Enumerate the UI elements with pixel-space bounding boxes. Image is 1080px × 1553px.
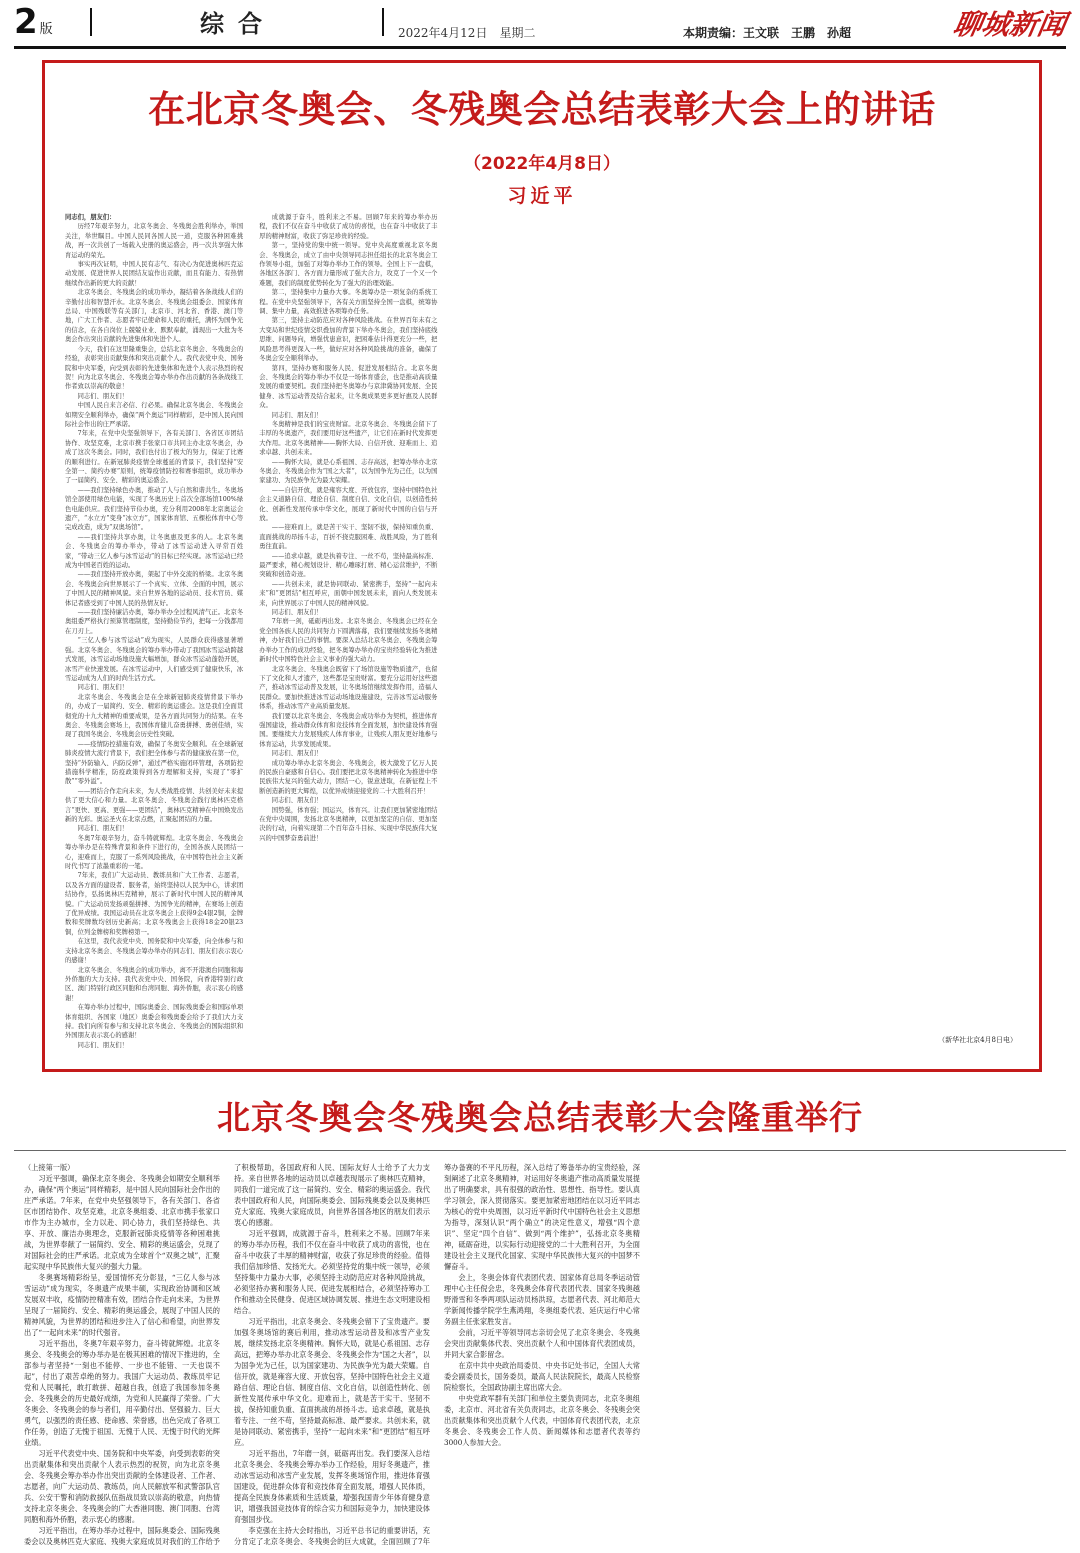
speech-paragraph: ——共创未来，就是协同联动、紧密携手，坚持“一起向未来”和“更团结”相互呼应，面朝中国发展未来，面向人类发展未来，向世界展示了中国人民的精神风貌。 <box>259 580 438 607</box>
speech-paragraph: 冬奥7年艰辛努力，奋斗铸就辉煌。北京冬奥会、冬残奥会筹办举办是在特殊背景和条件下进行的，全国各族人民团结一心，迎难而上，克服了一系列风险挑战，在中国特色社会主义新时代书写了浓墨重彩的一笔。 <box>65 834 244 871</box>
speech-author: 习近平 <box>507 185 577 207</box>
speech-paragraph: 7年来，我们广大运动员、教练员和广大工作者、志愿者，以及各方面的建设者、服务者，始终坚持以人民为中心，讲求团结协作，弘扬奥林匹克精神，展示了新时代中国人民的精神风貌。广大运动员发扬顽强拼搏、为国争光的精神，在赛场上创造了优异成绩。我国运动员在北京冬奥会上获得9金4银2铜，金牌数和奖牌数均创历史新高；北京冬残奥会上获得18金20银23铜，位列金牌榜和奖牌榜第一。 <box>65 872 244 936</box>
source-note: （新华社北京4月8日电） <box>938 1036 1017 1044</box>
speech-paragraph: 我们要以北京冬奥会、冬残奥会成功举办为契机，推进体育强国建设，推动群众体育和竞技体育全面发展，加快建设体育强国。要继续大力发展残疾人体育事业，让残疾人朋友更好地参与体育运动，共享发展成果。 <box>259 712 438 748</box>
report-paragraph: 习近平代表党中央、国务院和中央军委，向受到表彰的突出贡献集体和突出贡献个人表示热烈的祝贺，向为北京冬奥会、冬残奥会筹办举办作出突出贡献的全体建设者、工作者、志愿者，向广大运动员、教练员，向人民解放军和武警部队官兵、公安干警和消防救援队伍指战员致以崇高的敬意，向热情支持北京冬奥会、冬残奥会的广大香港同胞、澳门同胞、台湾同胞和海外侨胞，表示衷心的感谢。 <box>24 1449 220 1524</box>
speech-date: （2022年4月8日） <box>464 154 620 174</box>
speech-paragraph: ——自信开放，就是雍容大度、开放包容，坚持中国特色社会主义道路自信、理论自信、制度自信、文化自信，以创造性转化、创新性发展传承中华文化，展现了新时代中国的自信与开放。 <box>259 486 438 522</box>
speech-paragraph: 7年来，在党中央坚强领导下，各有关部门、各省区市团结协作、攻坚克难，北京市携手张家口市共同主办北京冬奥会，办成了这次冬奥会。同时，我们也付出了极大的努力，保证了比赛的顺利进行。在新冠肺炎疫情全球蔓延的背景下，我们坚持“安全第一、简约办赛”原则，统筹疫情防控和赛事组织，成功举办了一届简约、安全、精彩的奥运盛会。 <box>65 430 244 485</box>
report-paragraph: 在京中共中央政治局委员、中央书记处书记，全国人大常委会副委员长，国务委员，最高人民法院院长，最高人民检察院检察长，全国政协副主席出席大会。 <box>444 1361 640 1392</box>
newspaper-logo: 聊城新闻 <box>950 8 1069 41</box>
speech-paragraph: 同志们、朋友们！ <box>271 609 323 617</box>
speech-paragraph: ——我们坚持绿色办奥，推动了人与自然和谐共生。冬奥场馆全部使用绿色电能，实现了冬奥历史上首次全部场馆100%绿色电能供应。我们坚持节俭办奥，充分利用2008年北京奥运会遗产，“水立方”变身“冰立方”，国家体育馆、五棵松体育中心等完成改造，成为“双奥场馆”。 <box>65 486 244 532</box>
masthead <box>0 0 1080 46</box>
report-paragraph: 会前，习近平等领导同志亲切会见了北京冬奥会、冬残奥会突出贡献集体代表、突出贡献个人和中国体育代表团成员，并同大家合影留念。 <box>444 1328 640 1359</box>
masthead-rule <box>14 46 1066 49</box>
speech-headline: 在北京冬奥会、冬残奥会总结表彰大会上的讲话 <box>148 88 936 131</box>
report-paragraph: 习近平强调，确保北京冬奥会、冬残奥会如期安全顺利举办，确保“两个奥运”同样精彩，是中国人民向国际社会作出的庄严承诺。7年来，在党中央坚强领导下，各有关部门、各省区市团结协作、攻坚克难，北京冬奥组委、北京市携手张家口市作为主办城市，全力以赴、同心协力，我们坚持绿色、共享、开放、廉洁办奥理念，克服新冠肺炎疫情等各种困难挑战，为世界奉献了一届简约、安全、精彩的奥运盛会，兑现了对国际社会的庄严承诺。北京成为全球首个“双奥之城”，汇聚起实现中华民族伟大复兴的强大力量。 <box>24 1174 220 1271</box>
report-body <box>24 1162 1060 1547</box>
speech-paragraph: 同志们、朋友们！ <box>77 392 128 400</box>
speech-paragraph: 第一，坚持党的集中统一领导。党中央高度重视北京冬奥会、冬残奥会，成立了由中央领导同志担任组长的北京冬奥会工作领导小组，加强了对筹办举办工作的领导。全国上下一盘棋，各地区各部门、各方面力量形成了强大合力，攻克了一个又一个难题，我们的制度优势转化为了强大的治理效能。 <box>259 242 438 287</box>
speech-paragraph: ——疫情防控措施有效，确保了冬奥安全顺利。在全球新冠肺炎疫情大流行背景下，我们把全体参与者的健康放在第一位，坚持“外防输入、内防反弹”，通过严格实施闭环管理，各项防控措施科学精准，防疫政策得到各方理解和支持，实现了“零扩散”“零外溢”。 <box>65 740 244 786</box>
speech-paragraph: ——胸怀大局，就是心系祖国、志存高远，把筹办举办北京冬奥会、冬残奥会作为“国之大者”，以为国争光为己任，以为国家建功、为民族争光为最大荣耀。 <box>259 458 438 485</box>
speech-paragraph: 同志们、朋友们！ <box>77 1041 128 1049</box>
speech-paragraph: ——我们坚持共享办奥，让冬奥惠及更多的人。北京冬奥会、冬残奥会的筹办举办，带动了冰雪运动进入寻常百姓家，“带动三亿人参与冰雪运动”的目标已经实现。冰雪运动已经成为中国老百姓的运动。 <box>65 533 244 570</box>
speech-article <box>42 60 1042 1072</box>
page-number: 2 版 <box>14 2 53 42</box>
report-paragraph: 冬奥赛场精彩纷呈，爱国情怀充分彰显，“三亿人参与冰雪运动”成为现实，冬奥遗产成果丰硕，实现政治协调和区域发展双丰收，疫情防控精准有效，团结合作走向未来，为世界呈现了一届简约、安全、精彩的奥运盛会，展现了中国人民的精神风貌，为世界的团结和进步注入了信心和希望，向世界发出了“一起向未来”的时代强音。 <box>24 1273 220 1337</box>
speech-paragraph: 同志们，朋友们： <box>65 214 116 221</box>
report-paragraph: 中央党政军群有关部门和单位主要负责同志，北京冬奥组委，北京市、河北省有关负责同志，北京冬奥会、冬残奥会突出贡献集体和突出贡献个人代表，中国体育代表团代表，北京冬奥会、冬残奥会工作人员、新闻媒体和志愿者代表等约3000人参加大会。 <box>444 1394 640 1447</box>
speech-paragraph: 同志们、朋友们！ <box>271 411 323 419</box>
speech-paragraph: 第三，坚持主动防范应对各种风险挑战。在世界百年未有之大变局和世纪疫情交织叠加的背景下举办冬奥会，我们坚持底线思维、问题导向，增强忧患意识，把困难估计得更充分一些，把风险思考得更深入一些，做好应对各种风险挑战的准备，确保了冬奥会安全顺利举办。 <box>259 317 438 363</box>
report-paragraph: 习近平指出，北京冬奥会、冬残奥会留下了宝贵遗产。要加强冬奥场馆的赛后利用，推动冰雪运动普及和冰雪产业发展，继续发扬北京冬奥精神。胸怀大局，就是心系祖国、志存高远，把筹办举办北京冬奥会、冬残奥会作为“国之大者”，以为国争光为己任，以为国家建功、为民族争光为最大荣耀。自信开放，就是雍容大度、开放包容，坚持中国特色社会主义道路自信、理论自信、制度自信、文化自信，以创造性转化、创新性发展传承中华文化。迎难而上，就是苦干实干、坚韧不拔，保持知重负重、直面挑战的昂扬斗志。追求卓越，就是执着专注、一丝不苟，坚持最高标准、最严要求。共创未来，就是协同联动、紧密携手，坚持“一起向未来”和“更团结”相互呼应。 <box>234 1317 430 1447</box>
speech-paragraph: 7年磨一剑，砥砺再出发。北京冬奥会、冬残奥会已经在全党全国各族人民的共同努力下圆满落幕，我们要继续发扬冬奥精神，办好我们自己的事情。要深入总结北京冬奥会、冬残奥会筹办举办工作的成功经验，把冬奥筹办举办的宝贵经验转化为推进新时代中国特色社会主义事业的强大动力。 <box>259 618 438 664</box>
speech-paragraph: ——我们坚持廉洁办奥，筹办举办全过程风清气正。北京冬奥组委严格执行预算管理制度，坚持勤俭节约，把每一分钱都用在刀刃上。 <box>65 609 244 635</box>
speech-paragraph: “三亿人参与冰雪运动”成为现实，人民群众获得感显著增强。北京冬奥会、冬残奥会的筹办举办带动了我国冰雪运动跨越式发展，冰雪运动场地设施大幅增加，群众冰雪运动蓬勃开展，冰雪产业快速发展。在冰雪运动中，人们感受到了健康快乐，冰雪运动成为人们的时尚生活方式。 <box>65 637 244 682</box>
speech-paragraph: ——追求卓越，就是执着专注、一丝不苟，坚持最高标准、最严要求，精心规划设计、精心雕琢打磨、精心运营维护，不断突破和创造奇迹。 <box>259 552 438 579</box>
speech-paragraph: 北京冬奥会、冬残奥会的成功举办，离不开港澳台同胞和海外侨胞的大力支持。我代表党中央、国务院，向香港特别行政区、澳门特别行政区同胞和台湾同胞、海外侨胞，表示衷心的感谢！ <box>65 966 244 1002</box>
speech-paragraph: 在筹办举办过程中，国际奥委会、国际残奥委会和国际单项体育组织、各国家（地区）奥委会和残奥委会给予了我们大力支持。我们向所有参与和支持北京冬奥会、冬残奥会的国际组织和外国朋友表示衷心的感谢！ <box>65 1004 244 1040</box>
speech-paragraph: 第二，坚持集中力量办大事。冬奥筹办是一项复杂的系统工程。在党中央坚强领导下，各有关方面坚持全国一盘棋，统筹协调、集中力量，高效推进各项筹办任务。 <box>259 289 438 316</box>
speech-paragraph: 北京冬奥会、冬残奥会是在全球新冠肺炎疫情背景下举办的，办成了一届简约、安全、精彩的奥运盛会。这是我们全面贯彻党的十九大精神的重要成果，是各方面共同努力的结果。在冬奥会、冬残奥会赛场上，我国体育健儿奋勇拼搏、勇创佳绩，实现了我国冬奥会、冬残奥会历史性突破。 <box>65 693 244 739</box>
report-paragraph: （上接第一版） <box>24 1163 75 1172</box>
speech-paragraph: 同志们、朋友们！ <box>77 825 128 833</box>
speech-paragraph: 同志们、朋友们！ <box>271 750 323 758</box>
report-paragraph: 习近平指出，冬奥7年艰辛努力，奋斗铸就辉煌。北京冬奥会、冬残奥会的筹办举办是在极其困难的情况下推进的，全部参与者坚持“一刻也不能停、一步也不能错、一天也误不起”，付出了艰苦卓绝的努力。我国广大运动员、教练员牢记党和人民嘱托，敢打敢拼、超越自我，创造了我国参加冬奥会、冬残奥会的历史最好成绩，为党和人民赢得了荣誉。广大冬奥会、冬残奥会的参与者们，用辛勤付出、坚强毅力、巨大勇气，以强烈的责任感、使命感、荣誉感，出色完成了各项工作任务，创造了无愧于祖国、无愧于人民、无愧于时代的光辉业绩。 <box>24 1339 220 1447</box>
speech-paragraph: 在这里，我代表党中央、国务院和中央军委，向全体参与和支持北京冬奥会、冬残奥会筹办举办的同志们、朋友们表示衷心的感谢！ <box>65 938 244 965</box>
speech-paragraph: 北京冬奥会、冬残奥会的成功举办，凝结着各条战线人们的辛勤付出和智慧汗水。北京冬奥会、冬残奥会组委会、国家体育总局、中国残联等有关部门，北京市、河北省、香港、澳门等地，广大工作者、志愿者牢记使命和人民的重托，满怀为国争光的信念，在各自岗位上兢兢业业、默默奉献，涌现出一大批为冬奥会作出突出贡献的先进集体和先进个人。 <box>65 289 244 344</box>
report-paragraph: 习近平指出，7年磨一剑，砥砺再出发。我们要深入总结北京冬奥会、冬残奥会筹办举办工作经验，用好冬奥遗产，推动冰雪运动和冰雪产业发展，发挥冬奥场馆作用，推进体育强国建设，促进群众体育和竞技体育全面发展，增强人民体质，提高全民族身体素质和生活质量，增强我国青少年体育健身意识，增强我国竞技体育的综合实力和国际竞争力，加快建设体育强国步伐。 <box>234 1449 430 1524</box>
speech-paragraph: ——我们坚持开放办奥，架起了中外交流的桥梁。北京冬奥会、冬残奥会向世界展示了一个真实、立体、全面的中国，展示了中国人民的精神风貌。来自世界各地的运动员、技术官员、媒体记者感受到了中国人民的热情友好。 <box>65 571 244 607</box>
report-headline: 北京冬奥会冬残奥会总结表彰大会隆重举行 <box>217 1098 863 1137</box>
speech-paragraph: 同志们、朋友们！ <box>77 684 128 692</box>
report-paragraph: 会上，冬奥会体育代表团代表、国家体育总局冬季运动管理中心主任倪会忠，冬残奥会体育代表团代表、国家冬残奥越野滑雪和冬季两项队运动员杨洪琼，志愿者代表、河北师范大学新闻传播学院学生燕鸿翔，冬奥组委代表、延庆运行中心常务副主任张家胜发言。 <box>444 1273 640 1326</box>
section-name: 综合 <box>200 10 276 38</box>
speech-paragraph: ——迎难而上，就是苦干实干、坚韧不拔，保持知重负重、直面挑战的昂扬斗志，百折不挠克服困难、战胜风险，为了胜利勇往直前。 <box>259 524 438 551</box>
report-paragraph: 李克强在主持大会时指出，习近平总书记的重要讲话，充分肯定了北京冬奥会、冬残奥会的巨大成就，全面回顾了7年筹办备赛的不平凡历程，深入总结了筹备举办的宝贵经验，深刻阐述了北京冬奥精神，对运用好冬奥遗产推动高质量发展提出了明确要求，具有很强的政治性、思想性、指导性。要认真学习领会，深入贯彻落实。要更加紧密地团结在以习近平同志为核心的党中央周围，以习近平新时代中国特色社会主义思想为指导，深刻认识“两个确立”的决定性意义，增强“四个意识”、坚定“四个自信”、做到“两个维护”，弘扬北京冬奥精神，砥砺奋进，以实际行动迎接党的二十大胜利召开，为全面建设社会主义现代化国家、实现中华民族伟大复兴的中国梦不懈奋斗。 <box>234 1163 640 1546</box>
speech-body <box>65 213 1020 1053</box>
page-suffix: 版 <box>39 22 53 37</box>
speech-paragraph: 成就源于奋斗，胜利来之不易。回顾7年来的筹办举办历程，我们不仅在奋斗中收获了成功的喜悦，也在奋斗中收获了丰厚的精神财富，收获了弥足珍贵的经验。 <box>259 214 438 240</box>
speech-paragraph: 事实再次证明，中国人民有志气、有决心为促进奥林匹克运动发展、促进世界人民团结友谊作出贡献，而且有能力、有热情继续作出新的更大的贡献！ <box>65 261 244 287</box>
speech-paragraph: 今天，我们在这里隆重集会，总结北京冬奥会、冬残奥会的经验，表彰突出贡献集体和突出贡献个人。我代表党中央、国务院和中央军委，向受到表彰的先进集体和先进个人表示热烈的祝贺！向为北京冬奥会、冬残奥会筹办举办作出贡献的各条战线工作者致以崇高的敬意！ <box>65 345 244 391</box>
editors-line: 本期责编：王文联 王鹏 孙超 <box>683 26 852 40</box>
speech-paragraph: 中国人民自来言必信、行必果。确保北京冬奥会、冬残奥会如期安全顺利举办，确保“两个奥运”同样精彩，是中国人民向国际社会作出的庄严承诺。 <box>65 402 244 428</box>
speech-paragraph: 成功筹办举办北京冬奥会、冬残奥会，极大激发了亿万人民的民族自豪感和自信心。我们要把北京冬奥精神转化为推进中华民族伟大复兴的强大动力，团结一心，锐意进取，在新征程上不断创造新的更大辉煌，以优异成绩迎接党的二十大胜利召开！ <box>259 759 438 795</box>
speech-paragraph: ——团结合作走向未来，为人类战胜疫情、共创美好未来提供了更大信心和力量。北京冬奥会、冬残奥会践行奥林匹克格言“更快、更高、更强——更团结”，奥林匹克精神在中国焕发出新的光彩。奥运圣火在北京点燃，汇聚起团结的力量。 <box>65 787 244 823</box>
speech-paragraph: 历经7年艰辛努力，北京冬奥会、冬残奥会胜利举办，举国关注，举世瞩目。中国人民同各国人民一道，克服各种困难挑战，再一次共创了一场载入史册的奥运盛会，再一次共享强大体育运动的荣光。 <box>65 223 244 259</box>
report-paragraph: 习近平指出，在筹办举办过程中，国际奥委会、国际残奥委会以及奥林匹克大家庭、残奥大家庭成员对我们的工作给予了积极帮助，各国政府和人民、国际友好人士给予了大力支持。来自世界各地的运动员以卓越表现展示了奥林匹克精神，同我们一道完成了这一届简约、安全、精彩的奥运盛会。我代表中国政府和人民，向国际奥委会、国际残奥委会以及奥林匹克大家庭、残奥大家庭成员，向世界各国各地区的朋友们表示衷心的感谢。 <box>24 1163 430 1546</box>
speech-paragraph: 同志们、朋友们！ <box>271 797 323 805</box>
issue-date: 2022年4月12日 星期二 <box>398 26 536 40</box>
speech-paragraph: 冬奥精神是我们的宝贵财富。北京冬奥会、冬残奥会留下了丰厚的冬奥遗产，我们要用好这些遗产，让它们在新时代发挥更大作用。北京冬奥精神——胸怀大局、自信开放、迎难而上、追求卓越、共创未来。 <box>259 420 438 457</box>
speech-paragraph: 第四，坚持办赛和服务人民、促进发展相结合。北京冬奥会、冬残奥会的筹办举办不仅是一场体育盛会，也是推动高质量发展的重要契机。我们坚持把冬奥筹办与京津冀协同发展、全民健身、冰雪运动普及结合起来，让冬奥成果更多更好惠及人民群众。 <box>259 364 438 410</box>
report-paragraph: 习近平强调，成就源于奋斗，胜利来之不易。回顾7年来的筹办举办历程，我们不仅在奋斗中收获了成功的喜悦，也在奋斗中收获了丰厚的精神财富，收获了弥足珍贵的经验。值得我们倍加珍惜、发扬光大。必须坚持党的集中统一领导，必须坚持集中力量办大事，必须坚持主动防范应对各种风险挑战，必须坚持办赛和服务人民、促进发展相结合，必须坚持筹办工作和推动全民健身、促进区域协调发展、推进生态文明建设相结合。 <box>234 1229 430 1315</box>
report-rule <box>14 1150 1066 1151</box>
speech-paragraph: 国势强，体育强；国运兴，体育兴。让我们更加紧密地团结在党中央周围，发扬北京冬奥精神，以更加坚定的自信、更加坚决的行动，向着实现第二个百年奋斗目标、实现中华民族伟大复兴的中国梦奋勇前进！ <box>259 806 438 842</box>
speech-paragraph: 北京冬奥会、冬残奥会既留下了场馆设施等物质遗产，也留下了文化和人才遗产，这些都是宝贵财富。要充分运用好这些遗产，推动冰雪运动普及发展，让冬奥场馆继续发挥作用，造福人民群众。要加快推进冰雪运动场地设施建设，完善冰雪运动服务体系，推动冰雪产业高质量发展。 <box>259 665 438 711</box>
